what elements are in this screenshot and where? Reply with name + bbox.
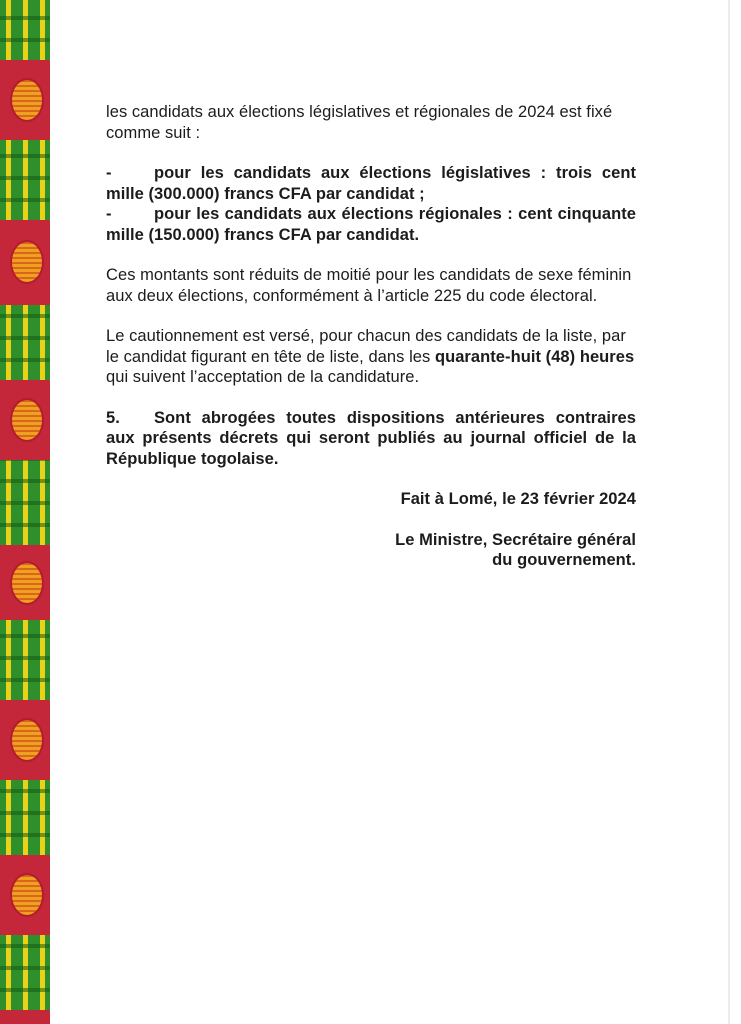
article-number: 5. [106,408,120,427]
kente-motif-icon [10,718,44,762]
deposit-paragraph [106,326,636,388]
signature-line-1: Le Ministre, Secrétaire général [395,530,636,549]
bullet-regional [106,204,636,245]
date-line: Fait à Lomé, le 23 février 2024 [400,490,636,508]
kente-block-red [0,700,50,780]
article-5 [106,408,636,470]
kente-block-red [0,380,50,460]
kente-stripe-green [0,935,50,1010]
bullet-dash: - [106,164,112,182]
document-body [106,102,636,571]
kente-stripe-green [0,460,50,545]
kente-block-red [0,1010,50,1024]
kente-motif-icon [10,873,44,917]
kente-motif-icon [10,78,44,122]
kente-motif-icon [10,398,44,442]
kente-stripe-green [0,0,50,60]
kente-border [0,0,50,1024]
deposit-text-after: qui suivent l’acceptation de la candidature. [106,368,420,386]
signature-line-2: du gouvernement. [492,551,636,569]
kente-motif-icon [10,240,44,284]
kente-stripe-green [0,780,50,855]
kente-motif-icon [10,561,44,605]
kente-block-red [0,545,50,620]
reduction-paragraph: Ces montants sont réduits de moitié pour les candidats de sexe féminin aux deux élections, conformément à l’article 225 du code électoral. [106,266,632,305]
bullet-text: pour les candidats aux élections régionales : cent cinquante mille (150.000) francs CFA par candidat. [106,205,636,244]
bullet-dash: - [106,205,112,223]
bullet-legislative [106,163,636,204]
kente-stripe-green [0,305,50,380]
kente-block-red [0,855,50,935]
article-text: Sont abrogées toutes dispositions antérieures contraires aux présents décrets qui seront publiés au journal officiel de la République togolaise. [106,408,636,468]
deposit-text-before: Le cautionnement est versé, pour chacun des candidats de la liste, par le candidat figurant en tête de liste, dans les [106,327,626,366]
kente-stripe-green [0,140,50,220]
kente-block-red [0,220,50,305]
kente-block-red [0,60,50,140]
intro-paragraph: les candidats aux élections législatives et régionales de 2024 est fixé comme suit : [106,103,613,142]
kente-stripe-green [0,620,50,700]
bullet-text: pour les candidats aux élections législatives : trois cent mille (300.000) francs CFA par candidat ; [106,164,636,203]
deposit-deadline: quarante-huit (48) heures [434,347,635,366]
page-edge [728,0,730,1024]
